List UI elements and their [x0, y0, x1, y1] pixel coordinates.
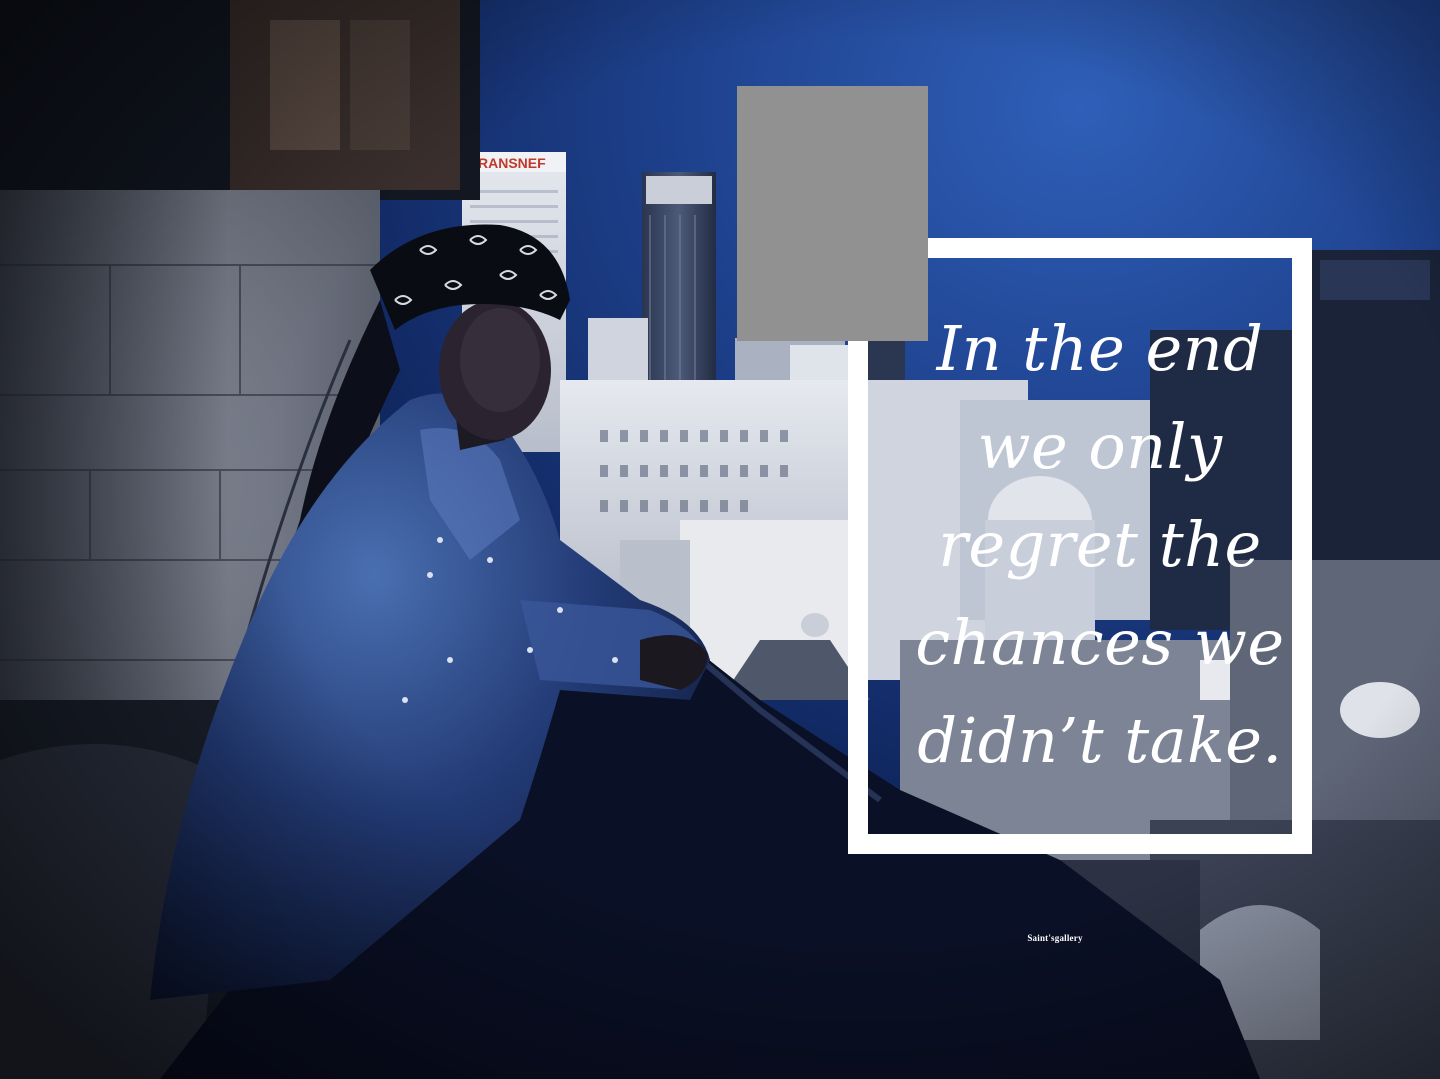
quote-line: didn’t take.: [917, 704, 1283, 777]
quote-line: regret the: [938, 508, 1262, 581]
quote-line: chances we: [915, 606, 1285, 679]
watermark: Saint'sgallery: [1027, 933, 1083, 943]
quote-line: In the end: [936, 312, 1264, 385]
grey-block: [737, 86, 928, 341]
quote-line: we only: [977, 410, 1223, 483]
quote-text: [905, 300, 1295, 790]
